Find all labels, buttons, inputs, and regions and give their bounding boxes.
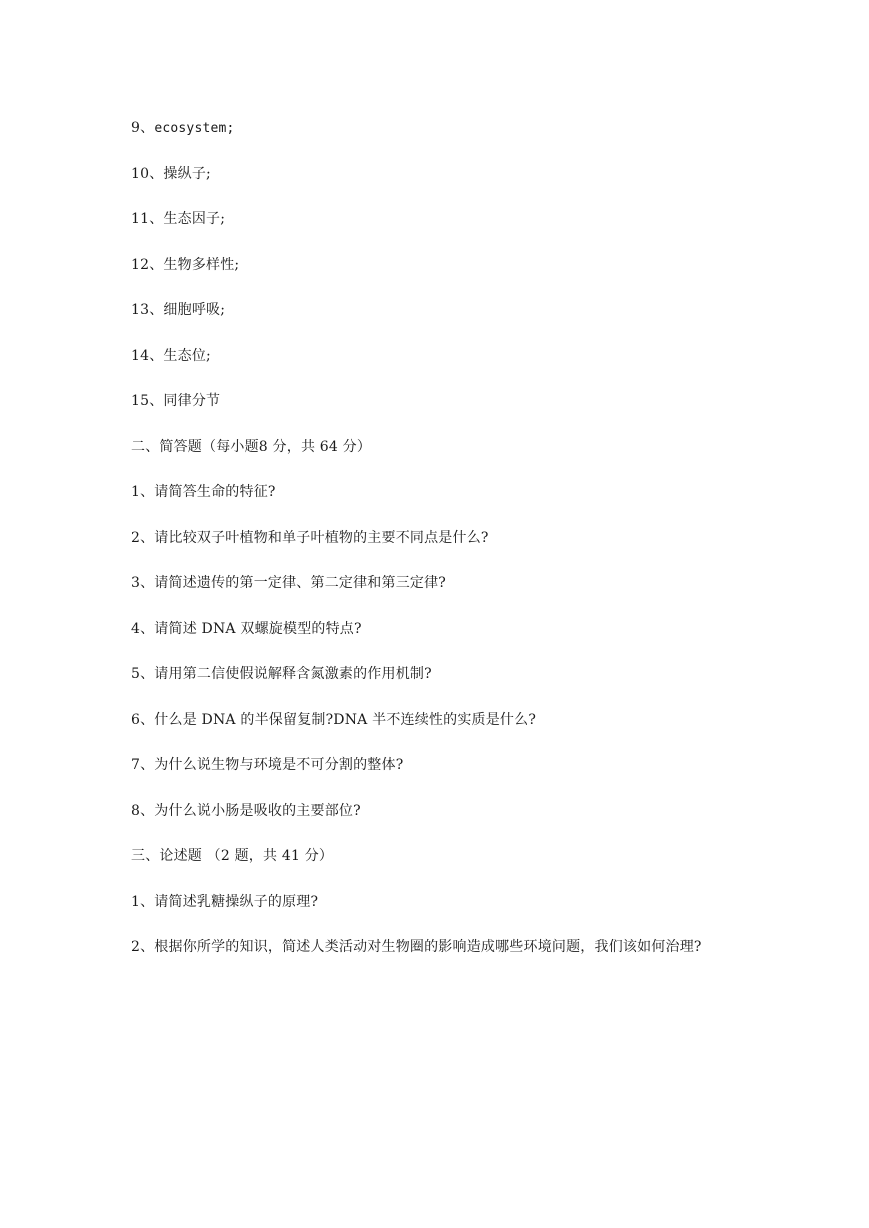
glossary-item-10 [131,165,211,183]
item-text: 生物多样性; [163,257,240,273]
glossary-item-12 [131,256,239,274]
short-question-6: 6、什么是 DNA 的半保留复制?DNA 半不连续性的实质是什么? [131,712,537,728]
item-number: 13、 [131,302,164,318]
short-question-8: 8、为什么说小肠是吸收的主要部位? [131,803,361,819]
item-text: 同律分节 [163,393,221,409]
essay-question-2: 2、根据你所学的知识，简述人类活动对生物圈的影响造成哪些环境问题，我们该如何治理? [131,939,702,955]
glossary-item-9 [131,119,235,138]
item-text: 生态因子; [163,211,226,227]
section-three-heading: 三、论述题 （2 题，共 41 分） [131,848,334,864]
section-two-heading: 二、简答题（每小题8 分，共 64 分） [131,439,372,455]
short-question-3: 3、请简述遗传的第一定律、第二定律和第三定律? [131,575,447,591]
item-text: 操纵子; [163,166,211,182]
short-question-4: 4、请简述 DNA 双螺旋模型的特点? [131,621,362,637]
short-question-2: 2、请比较双子叶植物和单子叶植物的主要不同点是什么? [131,530,489,546]
item-number: 15、 [131,393,164,409]
item-number: 11、 [131,211,164,227]
item-number: 10、 [131,166,164,182]
short-question-1: 1、请简答生命的特征? [131,484,276,500]
short-question-5: 5、请用第二信使假说解释含氮激素的作用机制? [131,666,432,682]
glossary-item-13 [131,301,225,319]
item-number: 9、 [131,120,155,136]
item-text: ecosystem; [154,121,235,136]
item-text: 生态位; [163,348,211,364]
short-question-7: 7、为什么说生物与环境是不可分割的整体? [131,757,404,773]
glossary-item-15 [131,392,220,410]
glossary-item-11 [131,210,225,228]
item-text: 细胞呼吸; [163,302,226,318]
essay-question-1: 1、请简述乳糖操纵子的原理? [131,894,319,910]
item-number: 14、 [131,348,164,364]
item-number: 12、 [131,257,164,273]
glossary-item-14 [131,347,211,365]
